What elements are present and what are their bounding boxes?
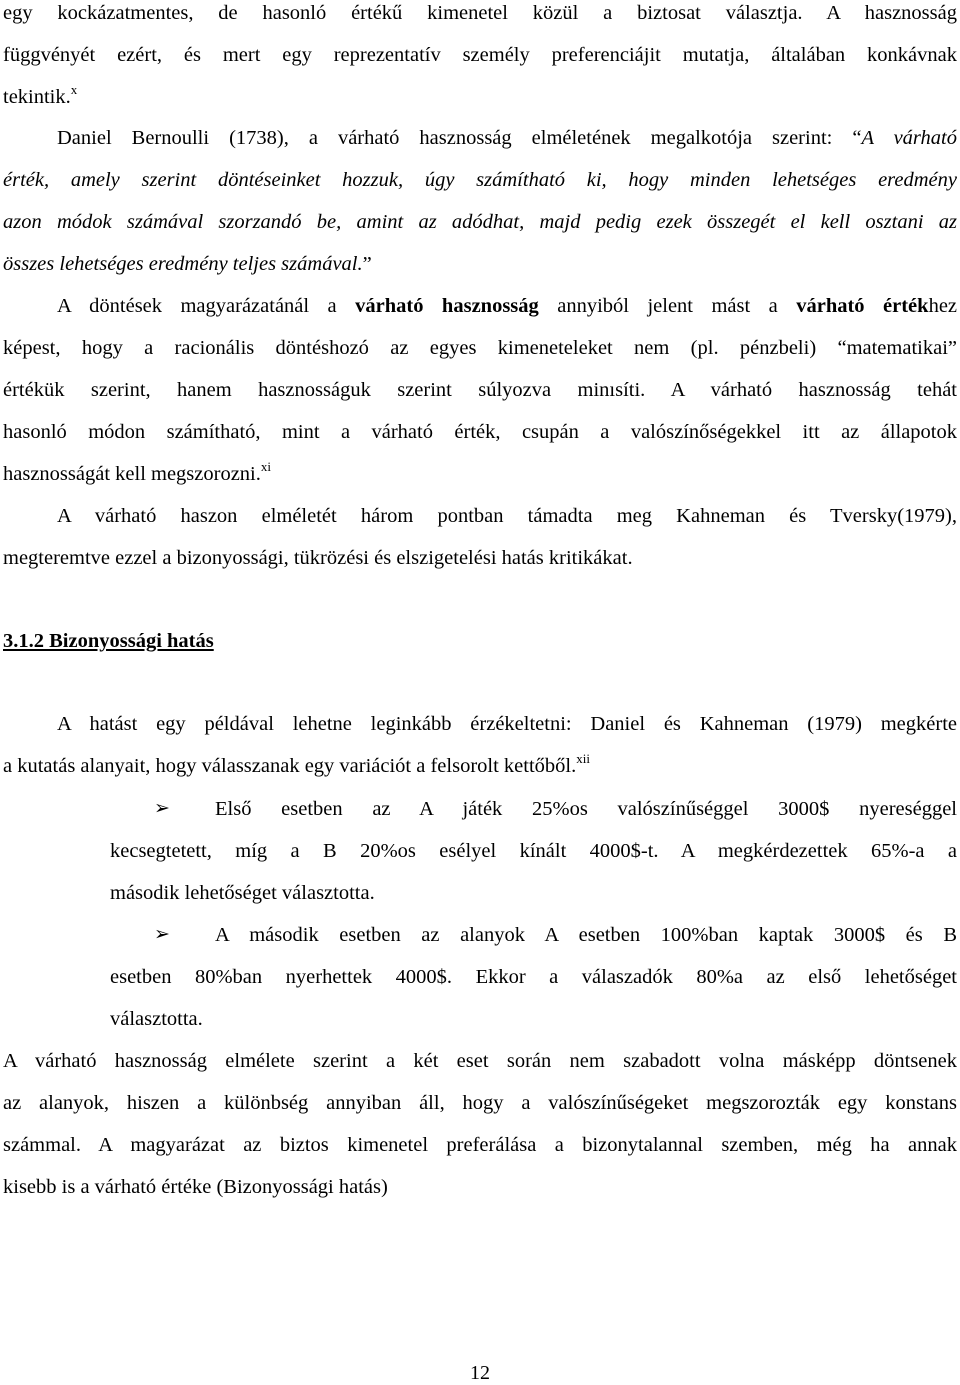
paragraph-3-text-c: annyiból jelent mást a — [538, 295, 797, 317]
bullet-2-line-3: választotta. — [110, 1008, 203, 1030]
paragraph-6-line-4: kisebb is a várható értéke (Bizonyossági hatás) — [3, 1176, 388, 1198]
bullet-2-line-1: A második esetben az alanyok A esetben 100%ban kaptak 3000$ és B — [215, 924, 957, 946]
paragraph-6-line-3: számmal. A magyarázat az biztos kimenetel preferálása a bizonytalannal szemben, még ha annak — [3, 1134, 957, 1156]
paragraph-3-text-e: hez — [928, 295, 958, 317]
endnote-ref-xi: xi — [260, 459, 272, 474]
paragraph-4-line-2: megteremtve ezzel a bizonyossági, tükrözési és elszigetelési hatás kritikákat. — [3, 547, 633, 569]
bullet-1-line-3: második lehetőséget választotta. — [110, 882, 375, 904]
bullet-2-line-2: esetben 80%ban nyerhettek 4000$. Ekkor a válaszadók 80%a az első lehetőséget — [110, 966, 957, 988]
paragraph-4-line-1: A várható haszon elméletét három pontban támadta meg Kahneman és Tversky(1979), — [57, 505, 957, 527]
paragraph-5-line-2 — [3, 753, 957, 779]
endnote-ref-x: x — [70, 82, 78, 97]
closing-quote-mark: ” — [362, 253, 372, 275]
paragraph-5-line-1: A hatást egy példával lehetne leginkább érzékeltetni: Daniel és Kahneman (1979) megkérte — [57, 713, 957, 735]
paragraph-1-line-2: függvényét ezért, és mert egy reprezentatív személy preferenciájit mutatja, általában konkávnak — [3, 44, 957, 66]
paragraph-3-line-5-text: hasznosságát kell megszorozni. — [3, 463, 261, 485]
bullet-1-line-2: kecsegtetett, míg a B 20%os esélyel kínált 4000$-t. A megkérdezettek 65%-a a — [110, 840, 957, 862]
bullet-1-line-1: Első esetben az A játék 25%os valószínűséggel 3000$ nyereséggel — [215, 798, 957, 820]
paragraph-3-line-5 — [3, 461, 957, 487]
paragraph-1-line-3-text: tekintik. — [3, 86, 71, 108]
paragraph-2-line-1 — [57, 125, 957, 151]
paragraph-2-line-3: azon módok számával szorzandó be, amint az adódhat, majd pedig ezek összegét el kell osztani az — [3, 211, 957, 233]
paragraph-5-line-2-text: a kutatás alanyait, hogy válasszanak egy variációt a felsorolt kettőből. — [3, 755, 577, 777]
paragraph-3-line-2: képest, hogy a racionális döntéshozó az egyes kimeneteleket nem (pl. pénzbeli) “matematikai” — [3, 337, 957, 359]
paragraph-6-line-1: A várható hasznosság elmélete szerint a két eset során nem szabadott volna másképp döntsenek — [3, 1050, 957, 1072]
paragraph-3-line-1 — [57, 293, 957, 319]
quote-end: összes lehetséges eredmény teljes számával. — [3, 253, 363, 275]
bullet-arrow-icon: ➢ — [154, 924, 170, 945]
paragraph-3-text-a: A döntések magyarázatánál a — [57, 295, 356, 317]
quote-start: A várható — [861, 127, 957, 149]
paragraph-3-line-4: hasonló módon számítható, mint a várható érték, csupán a valószínőségekkel itt az állapotok — [3, 421, 957, 443]
page-number: 12 — [470, 1362, 490, 1384]
paragraph-2-line-4 — [3, 251, 957, 277]
term-expected-utility: várható hasznosság — [355, 295, 539, 317]
endnote-ref-xii: xii — [576, 751, 590, 766]
paragraph-1-line-1: egy kockázatmentes, de hasonló értékű kimenetel közül a biztosat választja. A hasznosság — [3, 2, 957, 24]
paragraph-2-line-1-text: Daniel Bernoulli (1738), a várható hasznosság elméletének megalkotója szerint: “ — [57, 127, 862, 149]
paragraph-1-line-3 — [3, 84, 957, 110]
bullet-arrow-icon: ➢ — [154, 798, 170, 819]
paragraph-6-line-2: az alanyok, hiszen a különbség annyiban áll, hogy a valószínűségeket megszorozták egy konstans — [3, 1092, 957, 1114]
section-heading: 3.1.2 Bizonyossági hatás — [3, 630, 214, 652]
paragraph-3-line-3: értékük szerint, hanem hasznosságuk szerint súlyozva minısíti. A várható hasznosság tehát — [3, 379, 957, 401]
term-expected-value: várható érték — [796, 295, 929, 317]
paragraph-2-line-2: érték, amely szerint döntéseinket hozzuk, úgy számítható ki, hogy minden lehetséges eredmény — [3, 169, 957, 191]
